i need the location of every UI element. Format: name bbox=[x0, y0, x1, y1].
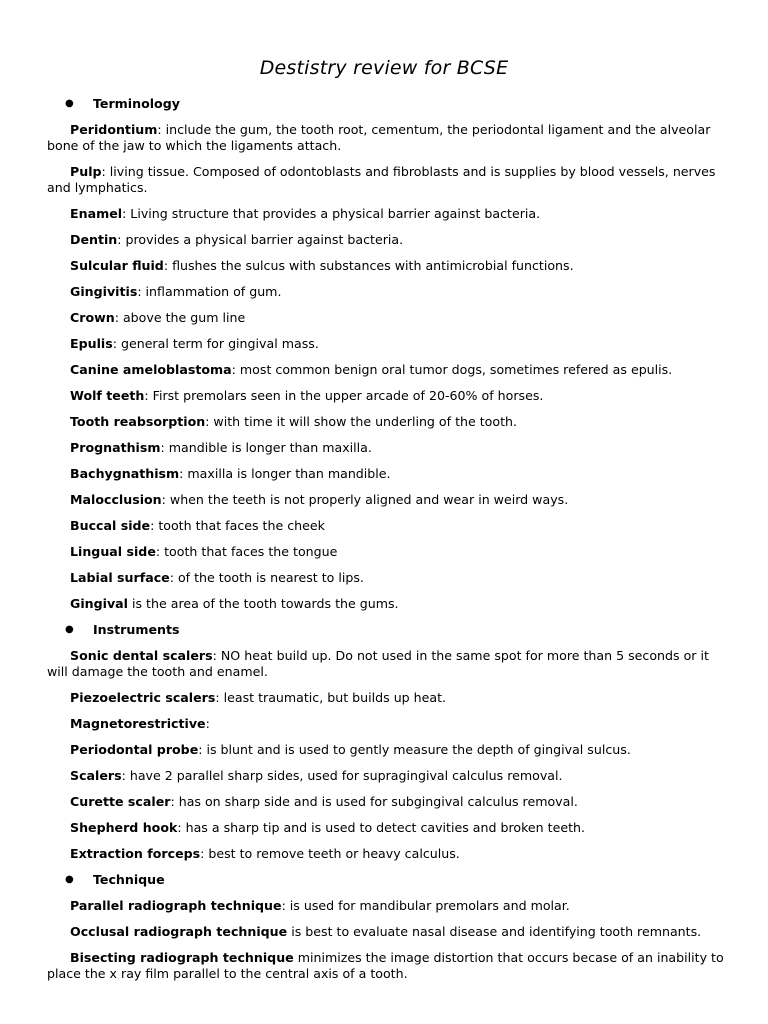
entry-definition: : tooth that faces the cheek bbox=[150, 518, 325, 533]
glossary-entry bbox=[47, 466, 727, 482]
glossary-entry bbox=[47, 336, 727, 352]
entry-definition: : living tissue. Composed of odontoblasts and fibroblasts and is supplies by blood vessels, nerves and lymphatics. bbox=[47, 164, 716, 195]
section-heading bbox=[47, 872, 727, 888]
glossary-entry bbox=[47, 648, 727, 680]
entry-term: Canine ameloblastoma bbox=[70, 362, 232, 377]
entry-term: Pulp bbox=[70, 164, 102, 179]
entry-term: Shepherd hook bbox=[70, 820, 178, 835]
entry-definition: : is used for mandibular premolars and molar. bbox=[281, 898, 570, 913]
entry-term: Tooth reabsorption bbox=[70, 414, 206, 429]
entry-definition: is the area of the tooth towards the gums. bbox=[127, 596, 399, 611]
section-heading-label: Technique bbox=[93, 872, 165, 887]
document-title: Destistry review for BCSE bbox=[259, 57, 509, 79]
glossary-entry bbox=[47, 362, 727, 378]
section-heading-label: Instruments bbox=[93, 622, 180, 637]
section-heading-label: Terminology bbox=[93, 96, 180, 111]
entry-definition: : has on sharp side and is used for subgingival calculus removal. bbox=[170, 794, 578, 809]
glossary-entry bbox=[47, 310, 727, 326]
entry-definition: : mandible is longer than maxilla. bbox=[160, 440, 372, 455]
entry-definition: : general term for gingival mass. bbox=[112, 336, 319, 351]
entry-definition: : most common benign oral tumor dogs, sometimes refered as epulis. bbox=[231, 362, 673, 377]
glossary-entry bbox=[47, 742, 727, 758]
bullet-icon: ● bbox=[65, 624, 74, 635]
entry-term: Prognathism bbox=[70, 440, 161, 455]
glossary-entry bbox=[47, 716, 727, 732]
entry-term: Parallel radiograph technique bbox=[70, 898, 282, 913]
glossary-entry bbox=[47, 232, 727, 248]
glossary-entry bbox=[47, 258, 727, 274]
glossary-entry bbox=[47, 122, 727, 154]
entry-term: Epulis bbox=[70, 336, 113, 351]
glossary-entry bbox=[47, 596, 727, 612]
entry-term: Scalers bbox=[70, 768, 122, 783]
glossary-entry bbox=[47, 544, 727, 560]
glossary-entry bbox=[47, 164, 727, 196]
entry-term: Enamel bbox=[70, 206, 123, 221]
entry-definition: : bbox=[205, 716, 210, 731]
entry-term: Bisecting radiograph technique bbox=[70, 950, 294, 965]
entry-term: Malocclusion bbox=[70, 492, 162, 507]
glossary-entry bbox=[47, 846, 727, 862]
glossary-entry bbox=[47, 924, 727, 940]
entry-definition: : flushes the sulcus with substances with antimicrobial functions. bbox=[163, 258, 574, 273]
glossary-entry bbox=[47, 414, 727, 430]
entry-definition: : tooth that faces the tongue bbox=[155, 544, 338, 559]
entry-definition: : Living structure that provides a physical barrier against bacteria. bbox=[122, 206, 541, 221]
glossary-entry bbox=[47, 820, 727, 836]
entry-definition: : above the gum line bbox=[114, 310, 246, 325]
glossary-entry bbox=[47, 492, 727, 508]
glossary-entry bbox=[47, 950, 727, 982]
entry-definition: : best to remove teeth or heavy calculus. bbox=[200, 846, 460, 861]
entry-definition: : have 2 parallel sharp sides, used for supragingival calculus removal. bbox=[121, 768, 563, 783]
glossary-entry bbox=[47, 206, 727, 222]
entry-definition: : First premolars seen in the upper arcade of 20-60% of horses. bbox=[144, 388, 544, 403]
bullet-icon: ● bbox=[65, 98, 74, 109]
entry-term: Dentin bbox=[70, 232, 118, 247]
entry-definition: minimizes the image distortion that occurs becase of an inability to place the x ray film parallel to the central axis of a tooth. bbox=[47, 950, 724, 981]
entry-term: Wolf teeth bbox=[70, 388, 145, 403]
glossary-entry bbox=[47, 440, 727, 456]
entry-definition: : NO heat build up. Do not used in the same spot for more than 5 seconds or it will damage the tooth and enamel. bbox=[47, 648, 709, 679]
entry-term: Lingual side bbox=[70, 544, 156, 559]
bullet-icon: ● bbox=[65, 874, 74, 885]
entry-term: Gingivitis bbox=[70, 284, 138, 299]
entry-term: Piezoelectric scalers bbox=[70, 690, 216, 705]
entry-term: Curette scaler bbox=[70, 794, 171, 809]
entry-term: Buccal side bbox=[70, 518, 151, 533]
entry-definition: : has a sharp tip and is used to detect cavities and broken teeth. bbox=[177, 820, 586, 835]
entry-term: Crown bbox=[70, 310, 115, 325]
glossary-entry bbox=[47, 388, 727, 404]
entry-term: Periodontal probe bbox=[70, 742, 199, 757]
glossary-entry bbox=[47, 794, 727, 810]
glossary-entry bbox=[47, 518, 727, 534]
glossary-entry bbox=[47, 284, 727, 300]
entry-term: Bachygnathism bbox=[70, 466, 180, 481]
glossary-entry bbox=[47, 570, 727, 586]
entry-term: Magnetorestrictive bbox=[70, 716, 206, 731]
entry-term: Gingival bbox=[70, 596, 128, 611]
glossary-entry bbox=[47, 690, 727, 706]
entry-term: Sulcular fluid bbox=[70, 258, 164, 273]
entry-term: Occlusal radiograph technique bbox=[70, 924, 288, 939]
entry-definition: : when the teeth is not properly aligned and wear in weird ways. bbox=[161, 492, 569, 507]
entry-definition: : include the gum, the tooth root, cementum, the periodontal ligament and the alveolar bone of the jaw to which the ligaments attach. bbox=[47, 122, 711, 153]
entry-definition: : inflammation of gum. bbox=[137, 284, 282, 299]
entry-term: Sonic dental scalers bbox=[70, 648, 213, 663]
section-heading bbox=[47, 622, 727, 638]
entry-definition: : of the tooth is nearest to lips. bbox=[169, 570, 364, 585]
entry-term: Labial surface bbox=[70, 570, 170, 585]
glossary-entry bbox=[47, 898, 727, 914]
entry-definition: : with time it will show the underling of the tooth. bbox=[205, 414, 518, 429]
entry-term: Peridontium bbox=[70, 122, 158, 137]
glossary-entry bbox=[47, 768, 727, 784]
entry-definition: : maxilla is longer than mandible. bbox=[179, 466, 391, 481]
entry-definition: : provides a physical barrier against bacteria. bbox=[117, 232, 404, 247]
document-body bbox=[47, 96, 727, 982]
entry-definition: : is blunt and is used to gently measure the depth of gingival sulcus. bbox=[198, 742, 631, 757]
entry-term: Extraction forceps bbox=[70, 846, 201, 861]
section-heading bbox=[47, 96, 727, 112]
entry-definition: is best to evaluate nasal disease and identifying tooth remnants. bbox=[287, 924, 702, 939]
entry-definition: : least traumatic, but builds up heat. bbox=[215, 690, 447, 705]
